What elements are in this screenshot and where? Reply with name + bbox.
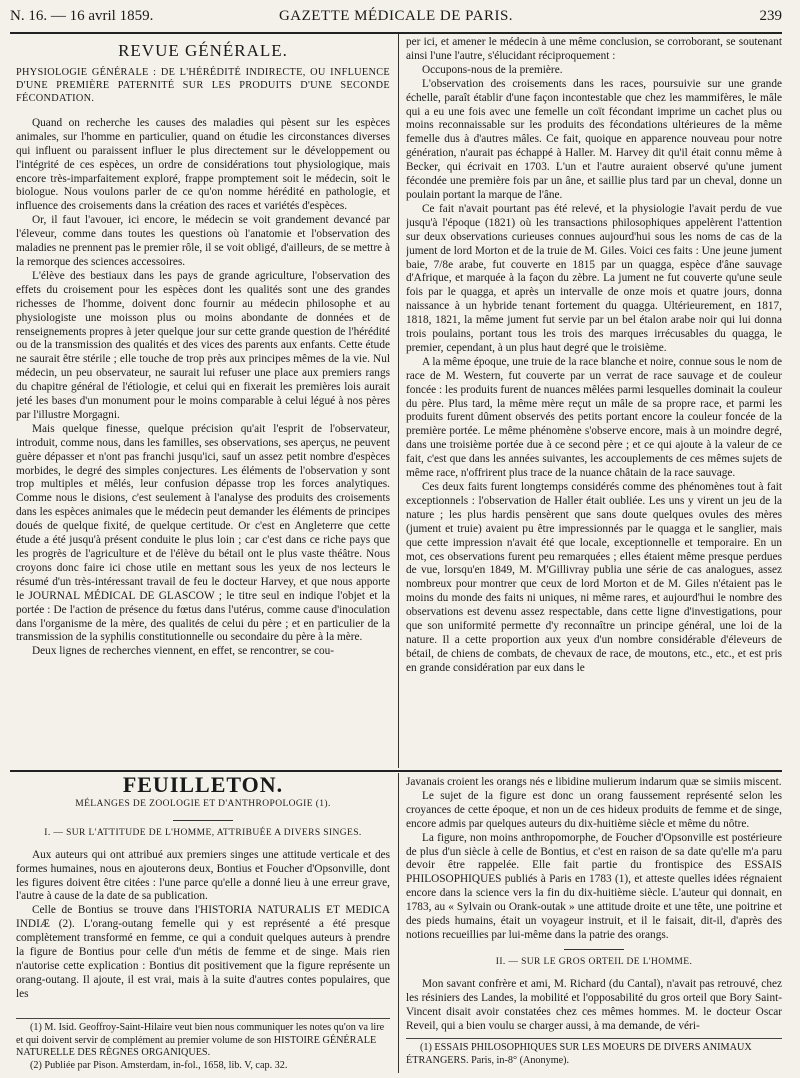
footnote: (1) ESSAIS PHILOSOPHIQUES SUR LES MOEURS DE DIVERS ANIMAUX ÉTRANGERS. Paris, in-8° (Anonyme). bbox=[406, 1042, 752, 1066]
feuilleton-left-column bbox=[16, 776, 390, 1014]
footnote: (1) M. Isid. Geoffroy-Saint-Hilaire veut bien nous communiquer les notes qu'on va lire et qui doivent servir de complément au premier volume de son HISTOIRE GÉNÉRALE NATURELLE DES RÈGNES ORGANIQUES. bbox=[16, 1022, 385, 1058]
small-rule bbox=[564, 949, 624, 950]
feuilleton-right-body bbox=[406, 776, 782, 943]
feuilleton-paragraph: Mon savant confrère et ami, M. Richard (du Cantal), n'avait pas retrouvé, chez les résiniers des Landes, la mobilité et l'opposabilité du gros orteil que Bory Saint-Vincent disait avoir constatées chez ces mêmes hommes. M. le docteur Oscar Reveil, qui a bien voulu se charger aussi, à ma demande, de véri- bbox=[406, 977, 782, 1032]
feuilleton-paragraph: La figure, non moins anthropomorphe, de Foucher d'Opsonville est postérieure de plus d'un siècle à celle de Bontius, et c'est en raison de sa date qu'elle m'a paru devoir être rappelée. Elle fait partie du frontispice des ESSAIS PHILOSOPHIQUES publiés à Paris en 1783 (1), et atteste quelles idées régnaient encore dans la science vers la fin du dix-huitième siècle. L'auteur qui donnait, en 1783, au « Sylvain ou Orank-outak » une attitude droite et une tête, une poitrine et des pieds humains, était un voyageur instruit, et il le faisait, dit-il, d'après des notions recueillies par lui-même dans la patrie des orangs. bbox=[406, 831, 782, 941]
revue-paragraph: Occupons-nous de la première. bbox=[422, 63, 563, 76]
footnotes-left-body bbox=[16, 1022, 390, 1072]
revue-paragraph: Ces deux faits furent longtemps considérés comme des phénomènes tout à fait exceptionnels : l'observation de Haller était oubliée. Les uns y virent un jeu de la nature ; les plus hardis pensèrent que sans doute quelques ovules des mères (jument et truie) avaient pu être impressionnés par le quagga et le sanglier, mais que cette impression n'avait été que locale, exceptionnelle et temporaire. En un mot, ces observations furent peu remarquées ; elles étaient même presque perdues de vue, lorsqu'en 1849, M. M'Gillivray publia une série de cas analogues, assez nombreux pour montrer que ceux de lord Morton et de M. Giles n'étaient pas le moins du monde des faits ni uniques, ni même rares, et aujourd'hui le nombre des observations est devenu assez respectable, dans cette ligne d'investigations, pour que son uniformité permette d'y reconnaître un principe général, une loi de la nature. Il a cette proportion aux yeux d'un nombre considérable d'éleveurs de bétail, de chiens de combats, de chevaux de race, de moutons, etc., etc., et est pris en grande considération par eux dans le bbox=[406, 481, 782, 674]
page-number: 239 bbox=[759, 8, 782, 24]
feuilleton-title: FEUILLETON. bbox=[122, 776, 284, 797]
revue-paragraph: Quand on recherche les causes des maladies qui pèsent sur les espèces animales, sur l'homme en particulier, quand on étudie les circonstances diverses qui influent ou paraissent influer le plus directement sur le développement ou l'intégrité de ces espèces, un ordre de considérations tout physiologique, mais encore très-imparfaitement exploré, frappe promptement soit le médecin, soit le biologue. Nous voulons parler de ce qu'on nomme hérédité en pathologie, et influence des croisements dans la création des races et variétés d'espèces. bbox=[16, 116, 390, 213]
revue-paragraph: Ce fait n'avait pourtant pas été relevé, et la physiologie l'avait perdu de vue jusqu'à l'époque (1821) où les transactions philosophiques appelèrent l'attention sur deux observations curieuses connues aujourd'hui sous les noms de cas de la jument de lord Morton et de la truie de M. Giles. Voici ces faits : Une jeune jument baie, 7/8e arabe, fut couverte en 1815 par un quagga, espèce d'âne sauvage d'Afrique, et marquée à la façon du zèbre. La jument ne fut couverte qu'une seule fois par le quagga, et après un intervalle de onze mois et quatre jours, donna naissance à un hybride tenant fortement du quagga. Ultérieurement, en 1817, 1818, 1821, la même jument fut servie par un bel étalon arabe noir qui lui donna trois poulains, portant tous les trois des marques irrécusables du quagga, le premier, cependant, à un plus haut degré que le troisième. bbox=[406, 202, 782, 354]
feuilleton-paragraph: Le sujet de la figure est donc un orang faussement représenté selon les croyances de cette époque, et non un de ces hideux produits de femme et de singe, encore admis par quelques auteurs du dix-huitième siècle et même du nôtre. bbox=[406, 789, 782, 830]
feuilleton-subheading-1: I. — SUR L'ATTITUDE DE L'HOMME, ATTRIBUÉE A DIVERS SINGES. bbox=[44, 827, 362, 838]
feuilleton-paragraph: Aux auteurs qui ont attribué aux premiers singes une attitude verticale et des formes humaines, nous en ajouterons deux, Bontius et Foucher d'Opsonville, dont les figures doivent être citées : l'une parce qu'elle a donné lieu à une erreur grave, l'autre à cause de la date de sa publication. bbox=[16, 848, 390, 903]
revue-paragraph: per ici, et amener le médecin à une même conclusion, se corroborant, se soutenant ainsi l'une l'autre, s'élucidant réciproquement : bbox=[406, 36, 782, 62]
feuilleton-separator bbox=[10, 770, 782, 772]
feuilleton-paragraph: Celle de Bontius se trouve dans l'HISTORIA NATURALIS ET MEDICA INDIÆ (2). L'orang-outang femelle qui y est représenté a été presque complètement transformé en femme, ce qui a conduit quelques auteurs à prendre la figure de Bontius pour celle d'un métis de femme et de singe. Mais rien n'autorise cette explication : Bontius dit positivement que la figure représente un orang-outang. Il ajoute, il est vrai, mais à la suite d'autres contes populaires, que les bbox=[16, 904, 390, 1000]
feuilleton-left-body bbox=[16, 849, 390, 1002]
issue-date: N. 16. — 16 avril 1859. bbox=[10, 8, 154, 24]
column-divider-lower bbox=[398, 773, 399, 1073]
revue-paragraph: A la même époque, une truie de la race blanche et noire, connue sous le nom de race de M. Western, fut couverte par un verrat de race sauvage et de couleur foncée : les produits furent de nuances mêlées parmi lesquelles dominait la couleur du père. Plus tard, la même mère reçut un mâle de sa propre race, et parmi les produits furent dûment observés des petits portant encore la couleur foncée de la première portée. Le même phénomène s'observe encore, mais à un moindre degré, dans une troisième portée due à ce second père ; et ce qui ajoute à la valeur de ce fait, c'est que dans les années suivantes, les accouplements de ces mêmes sujets de même race, n'offrirent plus trace de la nuance châtain de la race sauvage. bbox=[406, 355, 782, 480]
feuilleton-heading: MÉLANGES DE ZOOLOGIE ET D'ANTHROPOLOGIE (1). bbox=[75, 798, 331, 809]
footnotes-right-body bbox=[406, 1042, 782, 1067]
journal-title: GAZETTE MÉDICALE DE PARIS. bbox=[278, 8, 514, 24]
revue-paragraph: Mais quelque finesse, quelque précision qu'ait l'esprit de l'observateur, introduit, comme nous, dans les familles, ses observations, ses aperçus, ne peuvent guère dépasser et n'ont pas franchi jusqu'ici, sauf un assez petit nombre d'espèces morbides, le degré des simples conjectures. Les éléments de l'observation y sont trop multiples et mêlés, leur confusion dépasse trop les forces analytiques. Comme nous le disions, c'est seulement à l'analyse des produits des croisements dans les espèces animales que le médecin peut demander les éléments de principes doués de quelque fixité, de quelque certitude. Or c'est en Angleterre que cette étude a été jusqu'à présent conduite le plus loin ; car c'est dans ce riche pays que les progrès de l'agriculture et de l'élève du bétail ont le plus vaste théâtre. Nous croyons donc faire ici chose utile en mettant sous les yeux de nos lecteurs le résumé d'un très-intéressant travail de feu le docteur Harvey, et que nous apporte le JOURNAL MÉDICAL DE GLASCOW ; le titre seul en indique l'objet et la portée : De l'action de présence du fœtus dans l'utérus, comme cause d'inoculation dans l'organisme de la mère, des qualités de celui du père ; et en particulier de la transmission de la syphilis constitutionnelle ou secondaire du père à la mère. bbox=[16, 422, 390, 644]
revue-left-column bbox=[16, 40, 390, 768]
small-rule bbox=[173, 820, 233, 821]
feuilleton-paragraph: Javanais croient les orangs nés e libidine mulierum indarum quæ se simiis miscent. bbox=[406, 776, 782, 788]
revue-paragraph: L'observation des croisements dans les races, poursuivie sur une grande échelle, paraît établir d'une façon incontestable que chez les mammifères, le mâle qui a eu une fois avec une femelle un coït fécondant imprime un cachet plus ou moins reconnaissable sur les produits des fécondations ultérieures de la même femelle dus à d'autres mâles. Ce fait, quoique en apparence nouveau pour notre génération, n'aurait pas échappé à Haller. M. Harvey dit qu'il était connu même à Becker, qui écrivait en 1703. L'un et l'autre auraient observé qu'une jument fécondée une première fois par un âne, et saillie plus tard par un cheval, donne un poulain portant la marque de l'âne. bbox=[406, 77, 782, 201]
feuilleton-right-body-2 bbox=[406, 978, 782, 1032]
column-divider-upper bbox=[398, 34, 399, 768]
revue-paragraph: Deux lignes de recherches viennent, en effet, se rencontrer, se cou- bbox=[32, 645, 335, 658]
footnotes-left bbox=[16, 1014, 390, 1076]
footnote-rule bbox=[406, 1038, 782, 1039]
revue-paragraph: L'élève des bestiaux dans les pays de grande agriculture, l'observation des effets du croisement pour les espèces dont les qualités sont une des grandes richesses de l'homme, doivent donc fournir au médecin philosophe et au physiologiste une moisson plus ou moins abondante de données et de renseignements propres à jeter quelque jour sur cette grande question de l'hérédité ou de la transmission des qualités et des vices des parents aux enfants. Cette étude ne saurait être stérile ; elle touche de trop près aux principes mêmes de la vie. Nul médecin, un peu observateur, ne saurait lui refuser une place aux premiers rangs du chapitre général de l'étiologie, et celui qui en fixerait les premières lois aurait jeté les bases d'un monument pour le moins comparable à celui légué à nos pères par l'illustre Morgagni. bbox=[16, 269, 390, 421]
revue-paragraph: Or, il faut l'avouer, ici encore, le médecin se voit grandement devancé par l'éleveur, comme dans toutes les questions où l'anatomie et l'observation des maladies ne prennent pas le premier rôle, il se voit obligé, d'ailleurs, de se mettre à la remorque des sciences accessoires. bbox=[16, 214, 390, 268]
page-header bbox=[10, 6, 782, 34]
revue-heading: PHYSIOLOGIE GÉNÉRALE : DE L'HÉRÉDITÉ INDIRECTE, OU INFLUENCE D'UNE PREMIÈRE PATERNITÉ SUR LES PRODUITS D'UNE SECONDE FÉCONDATION. bbox=[16, 66, 390, 104]
footnote: (2) Publiée par Pison. Amsterdam, in-fol., 1658, lib. V, cap. 32. bbox=[30, 1059, 288, 1071]
revue-title: REVUE GÉNÉRALE. bbox=[118, 41, 288, 60]
feuilleton-subheading-2: II. — SUR LE GROS ORTEIL DE L'HOMME. bbox=[495, 956, 693, 967]
revue-left-body bbox=[16, 117, 390, 659]
feuilleton-right-column bbox=[406, 776, 782, 1032]
revue-right-body bbox=[406, 36, 782, 676]
footnote-rule bbox=[16, 1018, 390, 1019]
revue-right-column bbox=[406, 36, 782, 768]
footnotes-right bbox=[406, 1034, 782, 1074]
